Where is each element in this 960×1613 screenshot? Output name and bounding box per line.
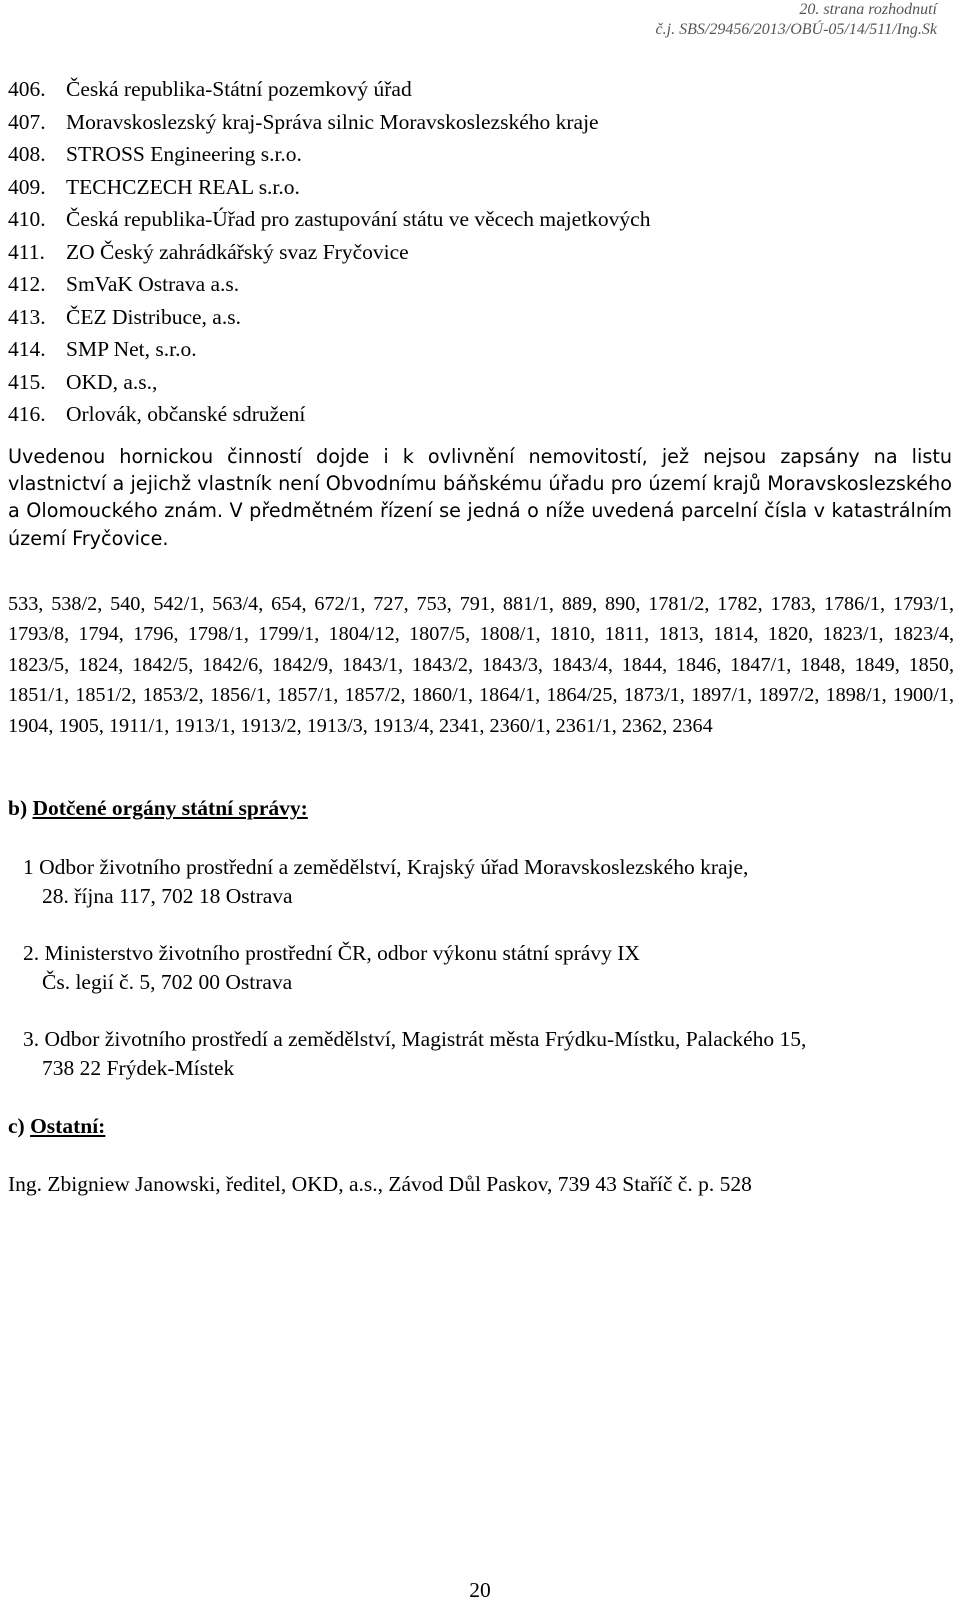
organ-item <box>23 1025 943 1083</box>
party-list-item <box>8 366 938 399</box>
party-number: 411. <box>8 239 45 264</box>
party-number: 416. <box>8 402 46 426</box>
party-number: 413. <box>8 304 46 329</box>
party-name: OKD, a.s., <box>66 369 158 394</box>
organ-address: 28. října 117, 702 18 Ostrava <box>42 884 293 908</box>
party-number: 406. <box>8 77 46 101</box>
party-number: 412. <box>8 272 46 296</box>
section-c-title: Ostatní: <box>30 1114 106 1138</box>
header-page-label: 20. strana rozhodnutí <box>799 1 937 18</box>
section-c-prefix: c) <box>8 1114 25 1138</box>
page-number: 20 <box>469 1578 491 1602</box>
party-list-item <box>8 236 938 269</box>
party-list <box>8 73 938 431</box>
section-b-title: Dotčené orgány státní správy: <box>32 796 308 820</box>
organ-item <box>23 939 943 997</box>
header-case-number: č.j. SBS/29456/2013/OBÚ-05/14/511/Ing.Sk <box>655 21 937 38</box>
party-list-item <box>8 268 938 301</box>
party-name: STROSS Engineering s.r.o. <box>66 142 302 166</box>
parcel-number-list: 533, 538/2, 540, 542/1, 563/4, 654, 672/1, 727, 753, 791, 881/1, 889, 890, 1781/2, 1782, 1783, 1786/1, 1793/1, 1793/8, 1794, 1796, 1798/1, 1799/1, 1804/12, 1807/5, 1808/1, 1810, 1811, 1813, 1814, 1820, 1823/1, 1823/4, 1823/5, 1824, 1842/5, 1842/6, 1842/9, 1843/1, 1843/2, 1843/3, 1843/4, 1844, 1846, 1847/1, 1848, 1849, 1850, 1851/1, 1851/2, 1853/2, 1856/1, 1857/1, 1857/2, 1860/1, 1864/1, 1864/25, 1873/1, 1897/1, 1897/2, 1898/1, 1900/1, 1904, 1905, 1911/1, 1913/1, 1913/2, 1913/3, 1913/4, 2341, 2360/1, 2361/1, 2362, 2364 <box>8 593 954 737</box>
organ-item <box>23 853 943 911</box>
party-list-item <box>8 203 938 236</box>
party-number: 409. <box>8 174 46 199</box>
party-list-item <box>8 171 938 204</box>
organ-name: 3. Odbor životního prostředí a zemědělství, Magistrát města Frýdku-Místku, Palackého 15, <box>23 1027 807 1051</box>
organ-name: 1 Odbor životního prostřední a zemědělství, Krajský úřad Moravskoslezského kraje, <box>23 855 749 879</box>
party-list-item <box>8 138 938 171</box>
party-number: 414. <box>8 337 46 361</box>
party-number: 410. <box>8 207 46 231</box>
party-name: TECHCZECH REAL s.r.o. <box>66 174 300 199</box>
section-c-heading <box>8 1114 105 1139</box>
party-name: ZO Český zahrádkářský svaz Fryčovice <box>66 239 409 264</box>
party-number: 407. <box>8 109 46 134</box>
party-name: Česká republika-Úřad pro zastupování státu ve věcech majetkových <box>66 207 651 231</box>
party-name: Česká republika-Státní pozemkový úřad <box>66 77 412 101</box>
intro-paragraph: Uvedenou hornickou činností dojde i k ovlivnění nemovitostí, jež nejsou zapsány na listu vlastnictví a jejichž vlastník není Obvodnímu báňskému úřadu pro území krajů Moravskoslezského a Olomouckého znám. V předmětném řízení se jedná o níže uvedená parcelní čísla v katastrálním území Fryčovice. <box>8 445 952 550</box>
party-list-item <box>8 301 938 334</box>
organ-address: Čs. legií č. 5, 702 00 Ostrava <box>42 970 293 994</box>
other-party: Ing. Zbigniew Janowski, ředitel, OKD, a.s., Závod Důl Paskov, 739 43 Staříč č. p. 528 <box>8 1172 752 1196</box>
party-name: SmVaK Ostrava a.s. <box>66 272 240 296</box>
party-number: 408. <box>8 142 46 166</box>
party-name: ČEZ Distribuce, a.s. <box>66 304 241 329</box>
party-list-item <box>8 333 938 366</box>
section-b-prefix: b) <box>8 796 28 820</box>
page-header <box>656 0 937 40</box>
party-name: Orlovák, občanské sdružení <box>66 402 306 426</box>
organ-address: 738 22 Frýdek-Místek <box>42 1056 235 1080</box>
organ-name: 2. Ministerstvo životního prostřední ČR, odbor výkonu státní správy IX <box>23 941 640 965</box>
party-list-item <box>8 106 938 139</box>
party-name: SMP Net, s.r.o. <box>66 337 197 361</box>
party-list-item <box>8 398 938 431</box>
party-name: Moravskoslezský kraj-Správa silnic Moravskoslezského kraje <box>66 109 599 134</box>
section-b-heading <box>8 796 308 821</box>
party-number: 415. <box>8 369 46 394</box>
party-list-item <box>8 73 938 106</box>
